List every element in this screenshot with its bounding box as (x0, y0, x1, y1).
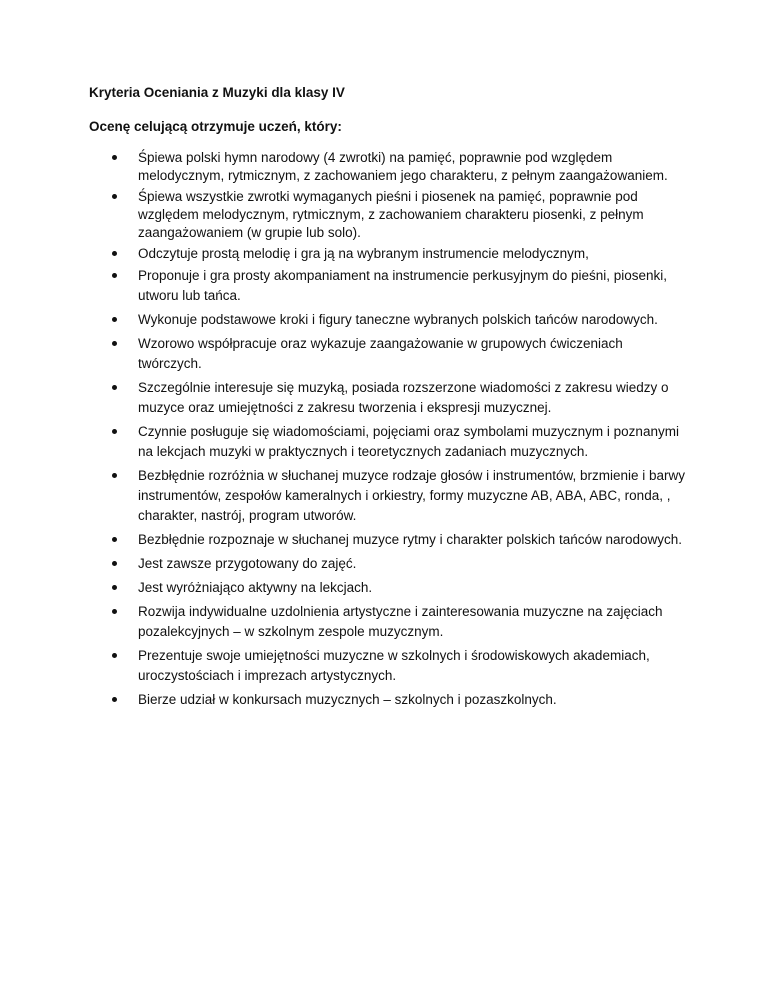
bullet-icon (112, 155, 117, 160)
list-item-text: Bezbłędnie rozpoznaje w słuchanej muzyce rytmy i charakter polskich tańców narodowych. (138, 532, 683, 547)
list-item-text: Jest zawsze przygotowany do zajęć. (138, 556, 357, 571)
bullet-icon (112, 561, 117, 566)
bullet-icon (112, 317, 117, 322)
list-item (89, 310, 689, 330)
criteria-list (89, 149, 689, 714)
bullet-icon (112, 653, 117, 658)
bullet-icon (112, 537, 117, 542)
list-item (89, 602, 689, 642)
document-subtitle: Ocenę celującą otrzymuje uczeń, który: (89, 119, 342, 134)
bullet-icon (112, 429, 117, 434)
list-item (89, 690, 689, 710)
list-item-text: Bezbłędnie rozróżnia w słuchanej muzyce rodzaje głosów i instrumentów, brzmienie i barwy instrumentów, zespołów kameralnych i orkiestry, formy muzyczne AB, ABA, ABC, ronda, , charakter, nastrój, program utworów. (138, 468, 686, 523)
list-item-text: Jest wyróżniająco aktywny na lekcjach. (138, 580, 373, 595)
list-item (89, 554, 689, 574)
list-item-text: Wzorowo współpracuje oraz wykazuje zaangażowanie w grupowych ćwiczeniach twórczych. (138, 336, 623, 371)
list-item (89, 530, 689, 550)
bullet-icon (112, 697, 117, 702)
list-item-text: Bierze udział w konkursach muzycznych – szkolnych i pozaszkolnych. (138, 692, 557, 707)
bullet-icon (112, 341, 117, 346)
bullet-icon (112, 194, 117, 199)
list-item (89, 422, 689, 462)
list-item-text: Szczególnie interesuje się muzyką, posiada rozszerzone wiadomości z zakresu wiedzy o muzyce oraz umiejętności z zakresu tworzenia i ekspresji muzycznej. (138, 380, 669, 415)
bullet-icon (112, 609, 117, 614)
list-item (89, 578, 689, 598)
bullet-icon (112, 385, 117, 390)
list-item (89, 334, 689, 374)
list-item (89, 266, 689, 306)
list-item (89, 466, 689, 526)
list-item-text: Prezentuje swoje umiejętności muzyczne w szkolnych i środowiskowych akademiach, uroczystościach i imprezach artystycznych. (138, 648, 650, 683)
bullet-icon (112, 273, 117, 278)
document-title: Kryteria Oceniania z Muzyki dla klasy IV (89, 85, 345, 100)
list-item (89, 378, 689, 418)
list-item-text: Czynnie posługuje się wiadomościami, pojęciami oraz symbolami muzycznym i poznanymi na lekcjach muzyki w praktycznych i teoretycznych zadaniach muzycznych. (138, 424, 679, 459)
list-item-text: Wykonuje podstawowe kroki i figury taneczne wybranych polskich tańców narodowych. (138, 312, 658, 327)
list-item-text: Proponuje i gra prosty akompaniament na instrumencie perkusyjnym do pieśni, piosenki, utworu lub tańca. (138, 268, 668, 303)
bullet-icon (112, 585, 117, 590)
list-item-text: Odczytuje prostą melodię i gra ją na wybranym instrumencie melodycznym, (138, 246, 589, 261)
list-item-text: Śpiewa polski hymn narodowy (4 zwrotki) na pamięć, poprawnie pod względem melodycznym, rytmicznym, z zachowaniem jego charakteru, z pełnym zaangażowaniem. (138, 150, 668, 183)
list-item (89, 188, 689, 242)
bullet-icon (112, 473, 117, 478)
list-item (89, 646, 689, 686)
list-item-text: Rozwija indywidualne uzdolnienia artystyczne i zainteresowania muzyczne na zajęciach pozalekcyjnych – w szkolnym zespole muzycznym. (138, 604, 663, 639)
list-item-text: Śpiewa wszystkie zwrotki wymaganych pieśni i piosenek na pamięć, poprawnie pod względem melodycznym, rytmicznym, z zachowaniem charakteru piosenki, z pełnym zaangażowaniem (w grupie lub solo). (138, 189, 644, 240)
list-item (89, 245, 689, 263)
list-item (89, 149, 689, 185)
bullet-icon (112, 251, 117, 256)
